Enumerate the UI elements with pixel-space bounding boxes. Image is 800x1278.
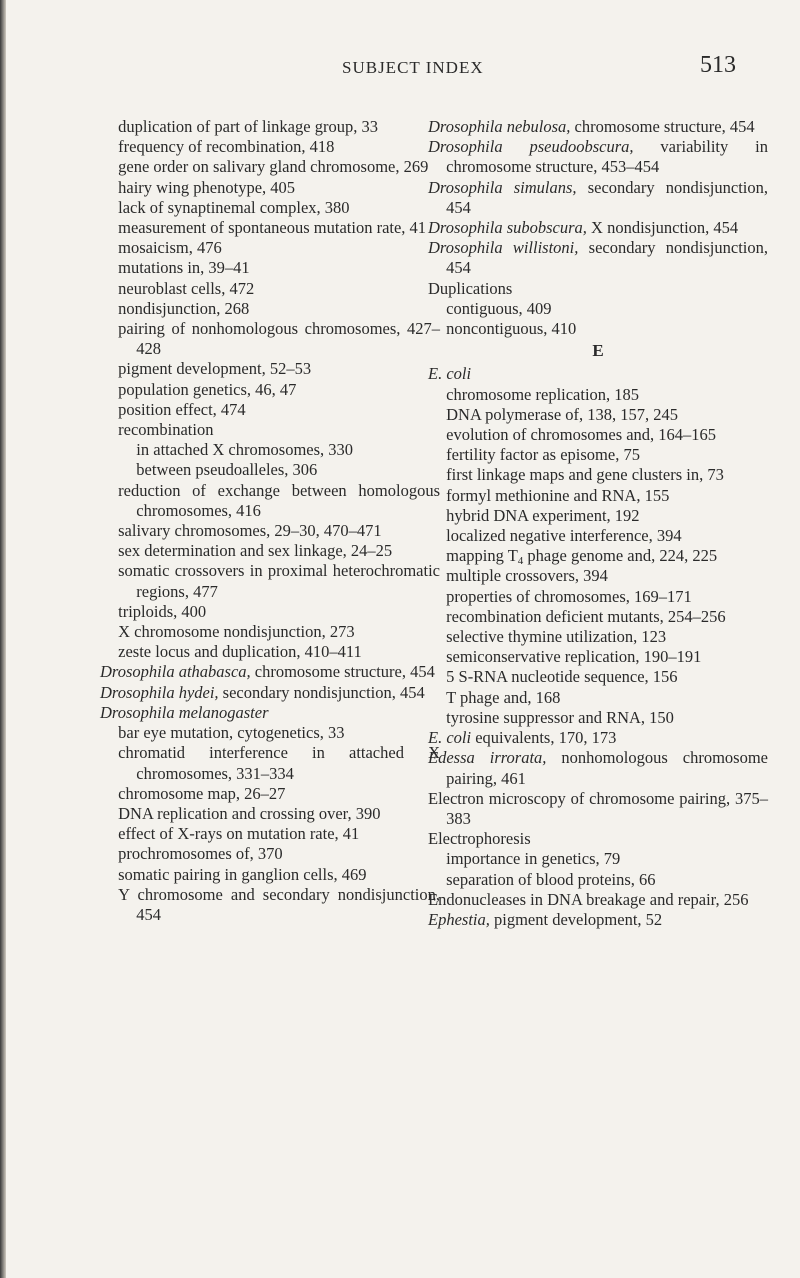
- index-entry: 5 S-RNA nucleotide sequence, 156: [446, 667, 678, 687]
- index-entry: measurement of spontaneous mutation rate, 41: [118, 218, 427, 238]
- species-name: Edessa irrorata,: [428, 748, 547, 768]
- index-entry: separation of blood proteins, 66: [446, 869, 656, 889]
- index-entry: reduction of exchange between homologous chromosomes, 416: [118, 480, 440, 520]
- index-entry: formyl methionine and RNA, 155: [446, 485, 670, 505]
- species-name: Drosophila willistoni,: [428, 238, 579, 258]
- index-entry: gene order on salivary gland chromosome, 269: [118, 157, 429, 177]
- index-entry: tyrosine suppressor and RNA, 150: [446, 707, 674, 727]
- index-column-left: [100, 117, 440, 925]
- entry-detail: pigment development, 52: [489, 909, 663, 929]
- index-entry: noncontiguous, 410: [446, 319, 577, 339]
- index-heading-entry: [100, 662, 440, 682]
- index-entry: sex determination and sex linkage, 24–25: [118, 541, 393, 561]
- index-entry: triploids, 400: [118, 601, 207, 621]
- index-entry: mutations in, 39–41: [118, 258, 250, 278]
- entry-detail: secondary nondisjunction, 454: [218, 682, 425, 702]
- index-heading-entry: [428, 728, 768, 748]
- index-entry: bar eye mutation, cytogenetics, 33: [118, 723, 345, 743]
- index-entry: selective thymine utilization, 123: [446, 627, 667, 647]
- index-entry: DNA replication and crossing over, 390: [118, 803, 381, 823]
- running-header: SUBJECT INDEX: [342, 58, 484, 77]
- species-name: Drosophila nebulosa,: [428, 117, 571, 136]
- index-entry: semiconservative replication, 190–191: [446, 647, 702, 667]
- index-entry: hairy wing phenotype, 405: [118, 177, 296, 197]
- index-subentry: in attached X chromosomes, 330: [136, 440, 354, 460]
- section-letter: E: [592, 341, 604, 361]
- index-entry: neuroblast cells, 472: [118, 278, 255, 298]
- index-heading-entry: [428, 137, 768, 177]
- index-entry: somatic pairing in ganglion cells, 469: [118, 864, 367, 884]
- species-name: Drosophila pseudoobscura,: [428, 137, 634, 157]
- index-entry: lack of synaptinemal complex, 380: [118, 197, 350, 217]
- index-entry: Y chromosome and secondary nondisjunction, 454: [118, 884, 440, 924]
- index-entry: X chromosome nondisjunction, 273: [118, 622, 355, 642]
- entry-detail: X nondisjunction, 454: [586, 218, 739, 238]
- entry-detail: equivalents, 170, 173: [471, 728, 617, 748]
- index-heading-entry: [428, 117, 768, 137]
- index-heading-entry: [428, 910, 768, 930]
- index-subentry: between pseudoalleles, 306: [136, 460, 318, 480]
- species-name: Drosophila athabasca,: [100, 662, 251, 682]
- index-entry: chromatid interference in attached X chromosomes, 331–334: [118, 743, 440, 783]
- species-name: Drosophila subobscura,: [428, 218, 587, 238]
- index-entry: mosaicism, 476: [118, 238, 222, 258]
- index-entry: pigment development, 52–53: [118, 359, 312, 379]
- index-entry: chromosome map, 26–27: [118, 783, 286, 803]
- index-heading-entry: [100, 683, 440, 703]
- index-heading: Electrophoresis: [428, 829, 531, 849]
- species-name: E. coli: [428, 728, 472, 748]
- index-column-right: [428, 117, 768, 930]
- entry-detail: secondary nondisjunction, 454: [446, 238, 769, 278]
- index-entry: recombination deficient mutants, 254–256: [446, 606, 726, 626]
- index-heading-entry: [428, 748, 768, 788]
- index-entry: T phage and, 168: [446, 687, 561, 707]
- index-heading: E. coli: [428, 364, 472, 384]
- subscript: 4: [517, 555, 524, 568]
- index-entry: effect of X-rays on mutation rate, 41: [118, 824, 360, 844]
- index-heading-entry: [428, 218, 768, 238]
- index-entry: [446, 546, 768, 566]
- entry-detail: variability in chromosome structure, 453–454: [446, 137, 768, 177]
- index-entry: first linkage maps and gene clusters in, 73: [446, 465, 724, 485]
- index-entry: hybrid DNA experiment, 192: [446, 505, 640, 525]
- index-entry: DNA polymerase of, 138, 157, 245: [446, 404, 679, 424]
- index-entry: multiple crossovers, 394: [446, 566, 608, 586]
- index-entry: somatic crossovers in proximal heterochromatic regions, 477: [118, 561, 440, 601]
- entry-detail: secondary nondisjunction, 454: [446, 177, 768, 217]
- index-heading: Electron microscopy of chromosome pairing, 375–383: [428, 788, 768, 828]
- index-entry: duplication of part of linkage group, 33: [118, 117, 378, 136]
- index-entry: localized negative interference, 394: [446, 526, 682, 546]
- index-entry: population genetics, 46, 47: [118, 379, 297, 399]
- species-name: Drosophila hydei,: [100, 682, 219, 702]
- species-name: Ephestia,: [428, 909, 490, 929]
- index-entry: nondisjunction, 268: [118, 298, 250, 318]
- entry-detail: chromosome structure, 454: [570, 117, 755, 136]
- entry-text: mapping T: [446, 546, 518, 566]
- index-entry: prochromosomes of, 370: [118, 844, 283, 864]
- index-heading-entry: [428, 178, 768, 218]
- index-heading-entry: [428, 238, 768, 278]
- index-heading: Drosophila melanogaster: [100, 702, 269, 722]
- index-entry: frequency of recombination, 418: [118, 137, 335, 157]
- index-entry: zeste locus and duplication, 410–411: [118, 642, 362, 662]
- index-entry: recombination: [118, 420, 214, 440]
- book-spine-shadow: [0, 0, 6, 1278]
- entry-detail: chromosome structure, 454: [250, 662, 435, 682]
- index-heading: Endonucleases in DNA breakage and repair, 256: [428, 889, 749, 909]
- index-heading: Duplications: [428, 278, 513, 298]
- index-entry: contiguous, 409: [446, 298, 552, 318]
- page-number: 513: [700, 52, 736, 78]
- index-entry: salivary chromosomes, 29–30, 470–471: [118, 521, 382, 541]
- index-entry: pairing of nonhomologous chromosomes, 427–428: [118, 319, 440, 359]
- index-entry: importance in genetics, 79: [446, 849, 621, 869]
- index-entry: fertility factor as episome, 75: [446, 445, 640, 465]
- index-entry: evolution of chromosomes and, 164–165: [446, 425, 717, 445]
- entry-text: phage genome and, 224, 225: [523, 546, 718, 566]
- entry-detail: nonhomologous chromosome pairing, 461: [446, 748, 768, 788]
- index-entry: position effect, 474: [118, 399, 246, 419]
- index-entry: properties of chromosomes, 169–171: [446, 586, 692, 606]
- species-name: Drosophila simulans,: [428, 177, 577, 197]
- index-entry: chromosome replication, 185: [446, 384, 640, 404]
